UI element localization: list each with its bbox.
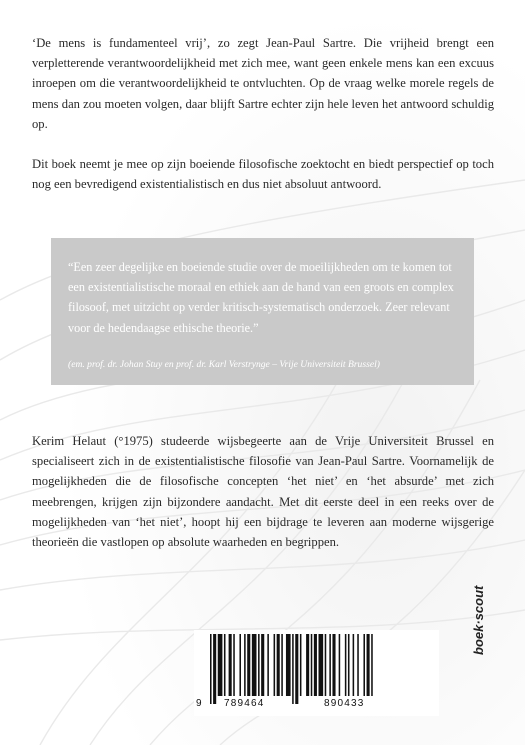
barcode-bar bbox=[325, 634, 327, 696]
barcode-bar bbox=[218, 634, 223, 696]
review-quote-box bbox=[51, 238, 474, 385]
summary-paragraph: Dit boek neemt je mee op zijn boeiende filosofische zoektocht en biedt perspectief op toch nog een bevredigend existentialistisch en dus niet absoluut antwoord. bbox=[32, 157, 494, 192]
barcode-bar bbox=[252, 634, 257, 696]
barcode-bar bbox=[319, 634, 324, 696]
review-quote-text: “Een zeer degelijke en boeiende studie over de moeilijkheden om te komen tot een existentialistische moraal en ethiek aan de hand van een groots en complex filosoof, met uitzicht op verder kritisch-systematisch onderzoek. Zeer relevant voor de hedendaagse ethische theorie.” bbox=[68, 260, 454, 335]
barcode-bar bbox=[329, 634, 331, 696]
barcode-bar bbox=[314, 634, 317, 696]
barcode-bar bbox=[244, 634, 246, 696]
barcode-bar bbox=[224, 634, 226, 696]
barcode-left-digits: 789464 bbox=[224, 698, 265, 709]
barcode-bar bbox=[339, 634, 341, 696]
barcode-bar bbox=[277, 634, 280, 696]
barcode-bar bbox=[274, 634, 276, 696]
barcode-bar bbox=[332, 634, 335, 696]
barcode-bar bbox=[367, 634, 370, 696]
barcode-bar bbox=[306, 634, 309, 696]
barcode-bar bbox=[292, 634, 294, 704]
barcode-right-digits: 890433 bbox=[324, 698, 365, 709]
barcode-bar bbox=[357, 634, 359, 696]
barcode-bar bbox=[258, 634, 260, 696]
barcode-bar bbox=[261, 634, 264, 696]
publisher-logo: boek·scout bbox=[471, 585, 486, 655]
barcode-bar bbox=[247, 634, 250, 696]
barcode-bar bbox=[348, 634, 350, 696]
intro-paragraph: ‘De mens is fundamenteel vrij’, zo zegt Jean-Paul Sartre. Die vrijheid brengt een verpletterende verantwoordelijkheid met zich mee, want geen enkele mens kan een excuus inroepen om die verantwoordelijkheid te ontvluchten. Op de vraag welke morele regels de mens dan zou moeten volgen, daar blijft Sartre echter zijn hele leven het antwoord schuldig op. bbox=[32, 36, 494, 131]
barcode-bar bbox=[229, 634, 232, 696]
barcode-bar bbox=[210, 634, 212, 704]
author-bio-paragraph: Kerim Helaut (°1975) studeerde wijsbegeerte aan de Vrije Universiteit Brussel en specialiseert zich in de existentialistische filosofie van Jean-Paul Sartre. Voornamelijk de mogelijkheden die de filosofische concepten ‘het niet’ en ‘het absurde’ met zich meebrengen, krijgen zijn bijzondere aandacht. Met dit eerste deel in een reeks over de mogelijkheden van ‘het niet’, hoopt hij een bijdrage te leveren aan moderne wijsgerige theorieën die vastlopen op absolute waarheden en begrippen. bbox=[32, 434, 494, 550]
barcode-bar bbox=[233, 634, 235, 696]
barcode-bar bbox=[239, 634, 241, 696]
barcode-bar bbox=[281, 634, 283, 696]
review-quote-source: (em. prof. dr. Johan Stuy en prof. dr. Karl Verstrynge – Vrije Universiteit Brussel) bbox=[68, 359, 380, 370]
barcode-bar bbox=[311, 634, 313, 696]
barcode-bar bbox=[300, 634, 302, 696]
barcode-bar bbox=[345, 634, 347, 696]
barcode-bar bbox=[295, 634, 298, 704]
barcode-bar bbox=[213, 634, 216, 704]
barcode-lead-digit: 9 bbox=[196, 698, 203, 709]
barcode-bar bbox=[371, 634, 373, 696]
barcode-bar bbox=[286, 634, 291, 696]
isbn-barcode bbox=[194, 630, 439, 716]
barcode-bar bbox=[353, 634, 355, 696]
barcode-bar bbox=[267, 634, 269, 696]
barcode-bar bbox=[363, 634, 365, 696]
